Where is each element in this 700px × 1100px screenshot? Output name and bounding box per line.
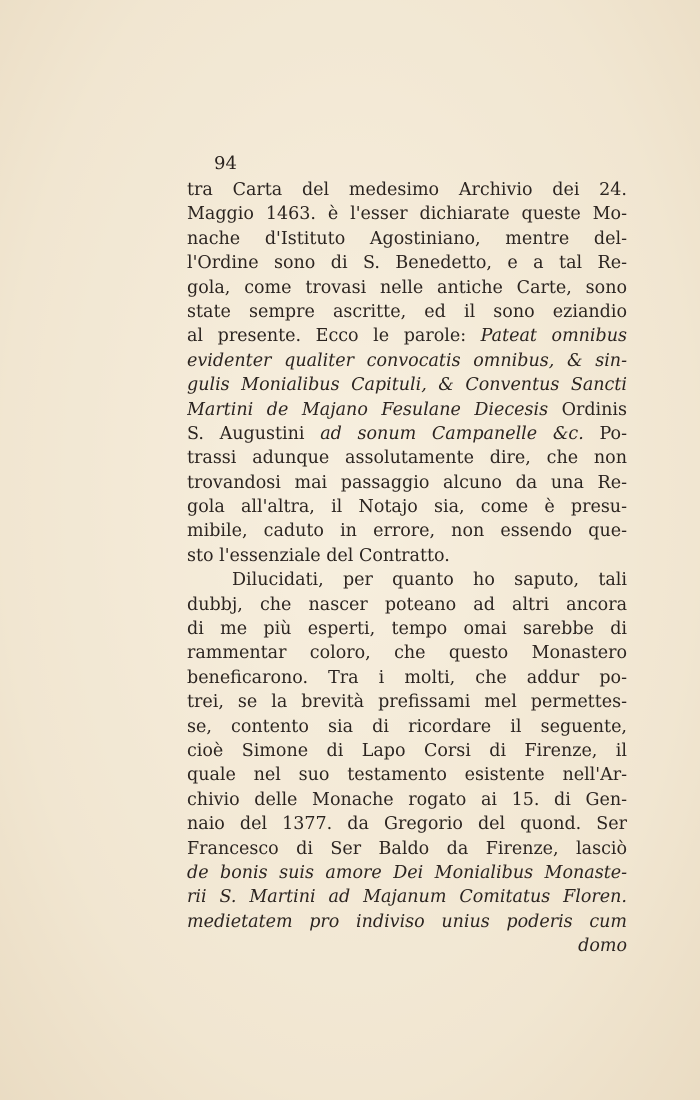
text-span: state sempre ascritte, ed il sono eziandio: [187, 301, 627, 322]
text-span: se, contento sia di ricordare il seguente,: [187, 716, 627, 737]
text-span: chivio delle Monache rogato ai 15. di Gen-: [187, 789, 627, 810]
text-line: [187, 276, 627, 300]
text-line: [187, 471, 627, 495]
text-span: naio del 1377. da Gregorio del quond. Ser: [187, 814, 627, 835]
text-line: [187, 324, 627, 348]
text-line: [187, 568, 627, 592]
text-line: [187, 446, 627, 470]
body-text: [187, 178, 627, 934]
text-span: dubbj, che nascer poteano ad altri ancora: [187, 594, 627, 615]
text-line: [187, 910, 627, 934]
text-line: [187, 227, 627, 251]
text-span: rammentar coloro, che questo Monastero: [187, 643, 627, 664]
text-line: [187, 641, 627, 665]
italic-latin-span: Pateat omnibus: [480, 326, 627, 347]
text-span: Francesco di Ser Baldo da Firenze, lasciò: [187, 838, 627, 859]
text-line: [187, 544, 627, 568]
text-span: trovandosi mai passaggio alcuno da una Re-: [187, 472, 627, 493]
text-span: l'Ordine sono di S. Benedetto, e a tal Re-: [187, 253, 627, 274]
italic-latin-span: evidenter qualiter convocatis omnibus, & sin-: [187, 350, 627, 371]
text-span: Ordinis: [548, 399, 627, 420]
text-span: beneficarono. Tra i molti, che addur po-: [187, 667, 627, 688]
text-line: [187, 202, 627, 226]
text-span: gola, come trovasi nelle antiche Carte, sono: [187, 277, 627, 298]
text-span: trassi adunque assolutamente dire, che non: [187, 448, 627, 469]
text-span: Po-: [583, 423, 627, 444]
text-span: quale nel suo testamento esistente nell'Ar-: [187, 765, 627, 786]
text-line: [187, 690, 627, 714]
text-line: [187, 519, 627, 543]
text-span: di me più esperti, tempo omai sarebbe di: [187, 619, 627, 640]
italic-latin-span: rii S. Martini ad Majanum Comitatus Floren.: [187, 887, 627, 908]
text-block: [187, 150, 627, 959]
text-line: [187, 617, 627, 641]
text-line: [187, 763, 627, 787]
text-line: [187, 495, 627, 519]
italic-latin-span: ad sonum Campanelle &c.: [320, 423, 584, 444]
text-span: sto l'essenziale del Contratto.: [187, 545, 450, 566]
text-span: mibile, caduto in errore, non essendo que-: [187, 521, 627, 542]
text-span: Maggio 1463. è l'esser dichiarate queste Mo-: [187, 204, 627, 225]
text-line: [187, 861, 627, 885]
text-span: gola all'altra, il Notajo sia, come è presu-: [187, 497, 627, 518]
text-line: [187, 788, 627, 812]
text-line: [187, 178, 627, 202]
text-line: [187, 837, 627, 861]
italic-latin-span: gulis Monialibus Capituli, & Conventus Sancti: [187, 375, 627, 396]
text-line: [187, 715, 627, 739]
italic-latin-span: Martini de Majano Fesulane Diecesis: [187, 399, 549, 420]
text-span: al presente. Ecco le parole:: [187, 326, 481, 347]
text-span: nache d'Istituto Agostiniano, mentre del-: [187, 228, 627, 249]
text-line: [187, 593, 627, 617]
text-line: [187, 739, 627, 763]
text-span: tra Carta del medesimo Archivio dei 24.: [187, 180, 627, 200]
page-number: 94: [214, 153, 237, 174]
text-line: [187, 885, 627, 909]
text-line: [187, 349, 627, 373]
text-line: [187, 666, 627, 690]
text-span: trei, se la brevità prefissami mel permettes-: [187, 692, 627, 713]
text-line: [187, 251, 627, 275]
text-line: [187, 812, 627, 836]
text-span: Dilucidati, per quanto ho saputo, tali: [232, 570, 627, 591]
text-span: S. Augustini: [187, 423, 321, 444]
text-line: [187, 422, 627, 446]
italic-latin-span: de bonis suis amore Dei Monialibus Monaste-: [187, 862, 627, 883]
text-line: [187, 373, 627, 397]
text-span: cioè Simone di Lapo Corsi di Firenze, il: [187, 740, 627, 761]
text-line: [187, 300, 627, 324]
text-line: [187, 398, 627, 422]
italic-latin-span: medietatem pro indiviso unius poderis cum: [187, 911, 627, 932]
catchword: domo: [578, 936, 627, 957]
